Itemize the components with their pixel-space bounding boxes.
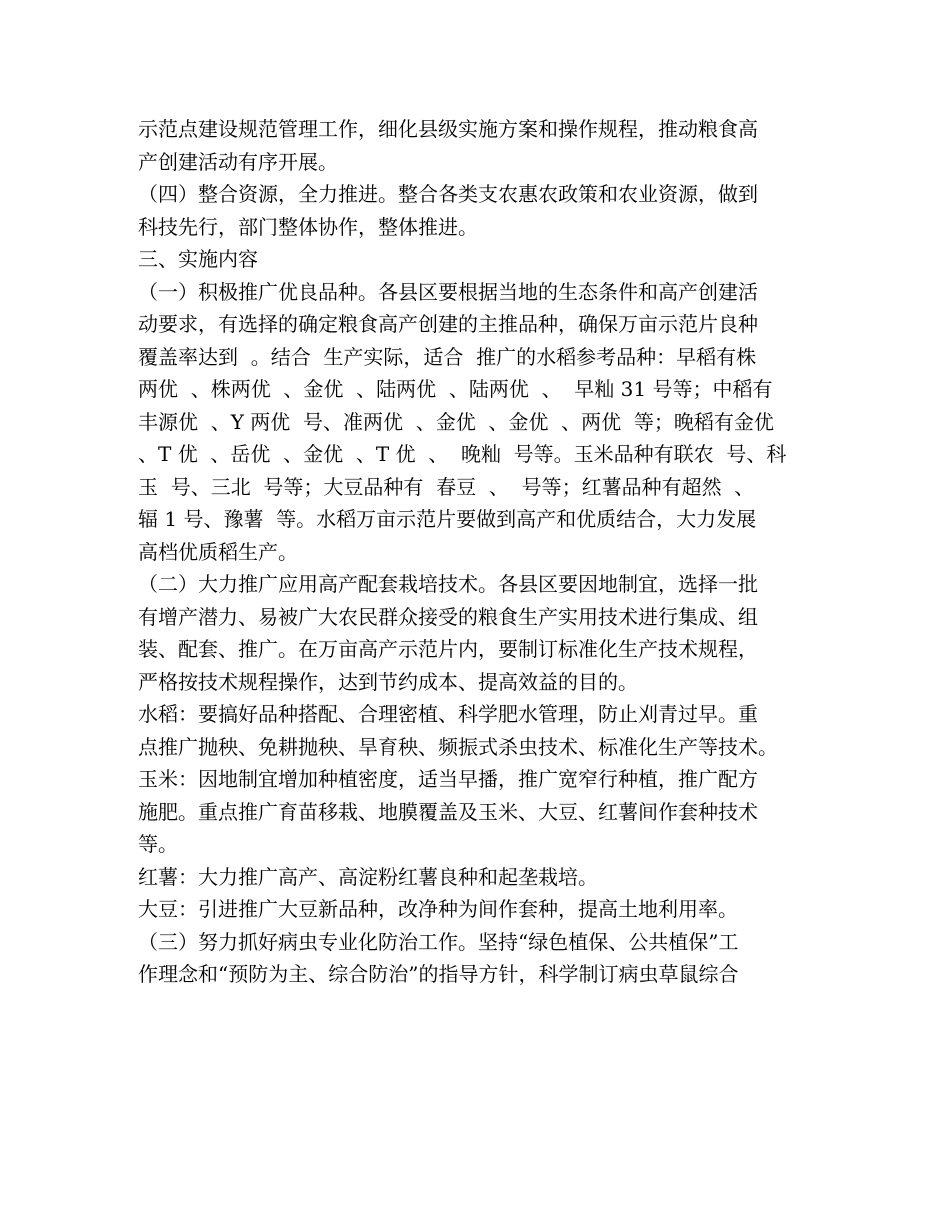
text-line-12: 玉 号、三北 号等；大豆品种有 春豆 、 号等；红薯品种有超然 、 (138, 474, 755, 499)
text-line-1: 示范点建设规范管理工作，细化县级实施方案和操作规程，推动粮食高 (138, 117, 758, 141)
text-line-18: 严格按技术规程操作，达到节约成本、提高效益的目的。 (138, 669, 638, 694)
text-line-9: 两优 、株两优 、金优 、陆两优 、陆两优 、 早籼 31 号等；中稻有 (138, 377, 773, 401)
text-line-13: 辐 1 号、豫薯 等。水稻万亩示范片要做到高产和优质结合，大力发展 (138, 507, 757, 531)
text-line-14: 高档优质稻生产。 (138, 539, 298, 564)
text-line-11: 、T 优 、岳优 、金优 、T 优 、 晚籼 号等。玉米品种有联农 号、科 (138, 442, 787, 466)
section-heading: 三、实施内容 (138, 247, 258, 271)
text-line-10: 丰源优 、Y 两优 号、准两优 、金优 、金优 、两优 等；晚稻有金优 (138, 409, 774, 434)
text-line-20: 点推广抛秧、免耕抛秧、旱育秧、频振式杀虫技术、标准化生产等技术。 (138, 734, 778, 759)
text-line-22: 施肥。重点推广育苗移栽、地膜覆盖及玉米、大豆、红薯间作套种技术 (138, 799, 758, 824)
text-line-6: （一）积极推广优良品种。各县区要根据当地的生态条件和高产创建活 (138, 279, 758, 304)
text-line-8: 覆盖率达到 。结合 生产实际，适合 推广的水稻参考品种：早稻有株 (138, 344, 757, 369)
text-line-21: 玉米：因地制宜增加种植密度，适当早播，推广宽窄行种植，推广配方 (138, 767, 758, 791)
text-line-16: 有增产潜力、易被广大农民群众接受的粮食生产实用技术进行集成、组 (138, 604, 758, 629)
text-line-26: （三）努力抓好病虫专业化防治工作。坚持“绿色植保、公共植保”工 (138, 929, 739, 954)
text-line-15: （二）大力推广应用高产配套栽培技术。各县区要因地制宜，选择一批 (138, 572, 758, 596)
text-line-3: （四）整合资源，全力推进。整合各类支农惠农政策和农业资源，做到 (138, 182, 758, 206)
text-line-4: 科技先行，部门整体协作，整体推进。 (138, 214, 478, 239)
text-line-7: 动要求，有选择的确定粮食高产创建的主推品种，确保万亩示范片良种 (138, 312, 758, 336)
text-line-19: 水稻：要搞好品种搭配、合理密植、科学肥水管理，防止刈青过早。重 (138, 702, 758, 726)
text-line-24: 红薯：大力推广高产、高淀粉红薯良种和起垄栽培。 (138, 864, 598, 889)
text-line-2: 产创建活动有序开展。 (138, 149, 338, 174)
text-line-25: 大豆：引进推广大豆新品种，改净种为间作套种，提高土地利用率。 (138, 897, 738, 921)
text-line-17: 装、配套、推广。在万亩高产示范片内，要制订标准化生产技术规程， (138, 637, 758, 661)
document-body (138, 113, 828, 991)
text-line-27: 作理念和“预防为主、综合防治”的指导方针，科学制订病虫草鼠综合 (138, 962, 739, 986)
text-line-23: 等。 (138, 832, 178, 856)
